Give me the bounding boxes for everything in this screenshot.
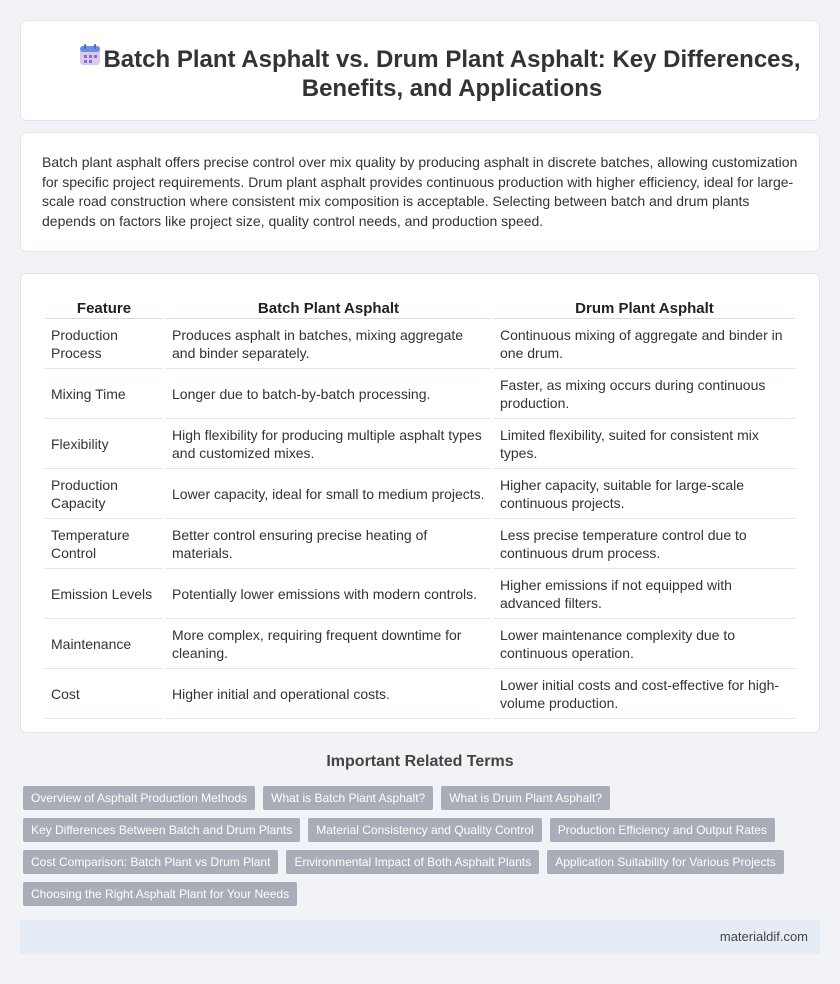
feature-cell: Cost	[45, 669, 163, 719]
feature-cell: Production Capacity	[45, 469, 163, 519]
drum-cell: Lower initial costs and cost-effective for high-volume production.	[494, 669, 795, 719]
related-terms-list	[23, 786, 803, 914]
related-term-tag[interactable]: Production Efficiency and Output Rates	[550, 818, 775, 842]
table-row	[45, 519, 795, 569]
table-row	[45, 569, 795, 619]
comparison-table	[42, 296, 798, 719]
feature-cell: Emission Levels	[45, 569, 163, 619]
batch-cell: Produces asphalt in batches, mixing aggregate and binder separately.	[166, 319, 491, 369]
table-row	[45, 419, 795, 469]
related-terms-heading: Important Related Terms	[326, 753, 514, 770]
table-header-row	[45, 296, 795, 319]
related-term-tag[interactable]: Environmental Impact of Both Asphalt Plants	[286, 850, 539, 874]
feature-cell: Flexibility	[45, 419, 163, 469]
related-term-tag[interactable]: Application Suitability for Various Projects	[547, 850, 784, 874]
batch-cell: High flexibility for producing multiple asphalt types and customized mixes.	[166, 419, 491, 469]
feature-cell: Mixing Time	[45, 369, 163, 419]
batch-cell: Lower capacity, ideal for small to medium projects.	[166, 469, 491, 519]
related-term-tag[interactable]: What is Drum Plant Asphalt?	[441, 786, 610, 810]
batch-cell: Longer due to batch-by-batch processing.	[166, 369, 491, 419]
intro-paragraph: Batch plant asphalt offers precise control over mix quality by producing asphalt in discrete batches, allowing customization for specific project requirements. Drum plant asphalt provides continuous production with higher efficiency, ideal for large-scale road construction where consistent mix composition is acceptable. Selecting between batch and drum plants depends on factors like project size, quality control needs, and production speed.	[42, 154, 798, 229]
footer-site[interactable]: materialdif.com	[719, 929, 808, 944]
table-row	[45, 369, 795, 419]
batch-cell: Better control ensuring precise heating of materials.	[166, 519, 491, 569]
related-term-tag[interactable]: Overview of Asphalt Production Methods	[23, 786, 255, 810]
comparison-table-card	[20, 273, 820, 733]
feature-cell: Maintenance	[45, 619, 163, 669]
related-term-tag[interactable]: Choosing the Right Asphalt Plant for Your Needs	[23, 882, 297, 906]
drum-cell: Lower maintenance complexity due to continuous operation.	[494, 619, 795, 669]
drum-cell: Continuous mixing of aggregate and binder in one drum.	[494, 319, 795, 369]
drum-cell: Less precise temperature control due to continuous drum process.	[494, 519, 795, 569]
related-term-tag[interactable]: What is Batch Plant Asphalt?	[263, 786, 433, 810]
intro-card	[20, 132, 820, 252]
related-term-tag[interactable]: Material Consistency and Quality Control	[308, 818, 541, 842]
table-row	[45, 669, 795, 719]
batch-cell: Potentially lower emissions with modern controls.	[166, 569, 491, 619]
drum-cell: Limited flexibility, suited for consistent mix types.	[494, 419, 795, 469]
drum-cell: Faster, as mixing occurs during continuous production.	[494, 369, 795, 419]
header-batch: Batch Plant Asphalt	[166, 296, 491, 319]
related-term-tag[interactable]: Cost Comparison: Batch Plant vs Drum Plant	[23, 850, 278, 874]
page-title: Batch Plant Asphalt vs. Drum Plant Asphalt: Key Differences, Benefits, and Applications	[103, 46, 801, 102]
batch-cell: Higher initial and operational costs.	[166, 669, 491, 719]
table-row	[45, 619, 795, 669]
drum-cell: Higher capacity, suitable for large-scale continuous projects.	[494, 469, 795, 519]
title-card	[20, 20, 820, 121]
table-row	[45, 319, 795, 369]
related-term-tag[interactable]: Key Differences Between Batch and Drum Plants	[23, 818, 300, 842]
header-drum: Drum Plant Asphalt	[494, 296, 795, 319]
table-row	[45, 469, 795, 519]
feature-cell: Production Process	[45, 319, 163, 369]
feature-cell: Temperature Control	[45, 519, 163, 569]
header-feature: Feature	[45, 296, 163, 319]
batch-cell: More complex, requiring frequent downtime for cleaning.	[166, 619, 491, 669]
drum-cell: Higher emissions if not equipped with advanced filters.	[494, 569, 795, 619]
footer	[20, 920, 820, 954]
